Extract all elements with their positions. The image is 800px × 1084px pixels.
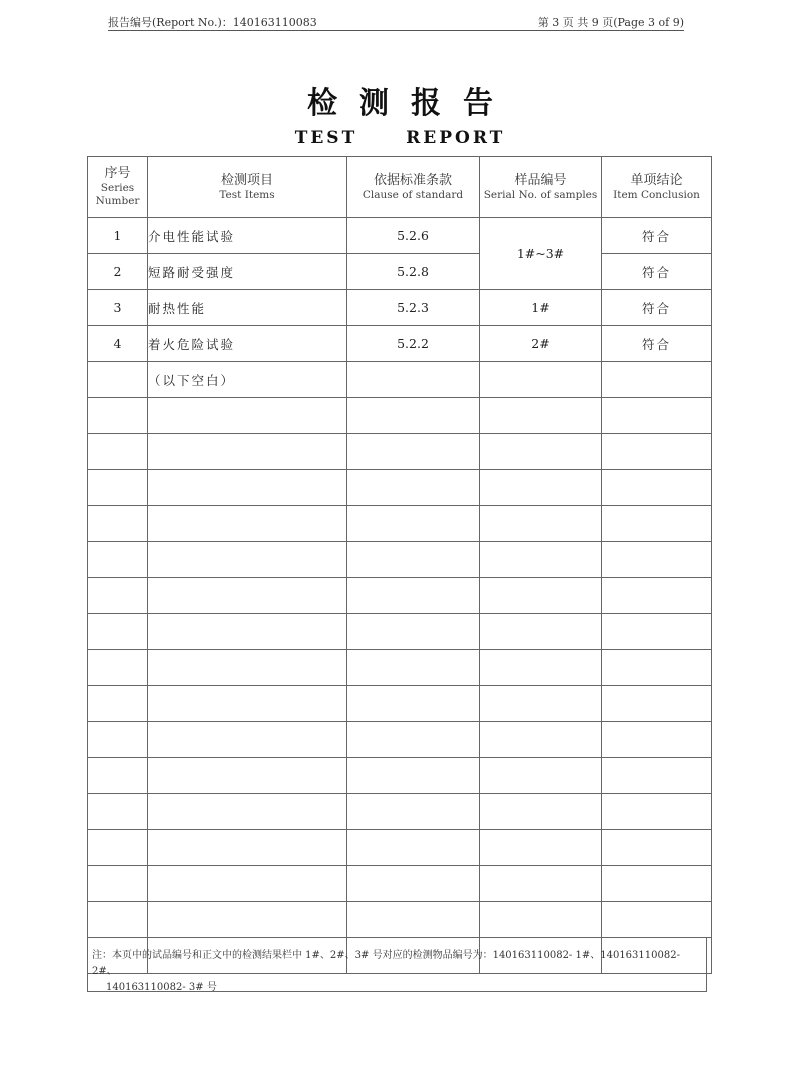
empty-cell: [480, 794, 602, 830]
conclusion-cell: 符合: [602, 254, 712, 290]
table-header-row: [88, 157, 712, 218]
empty-cell: [347, 434, 480, 470]
empty-cell: [347, 794, 480, 830]
header-label-en: Clause of standard: [362, 188, 464, 201]
empty-cell: [88, 542, 148, 578]
header-series-number: [88, 157, 148, 218]
table-row-empty: [88, 686, 712, 722]
empty-cell: [347, 578, 480, 614]
header-label-cn: 检测项目: [220, 172, 273, 188]
header-label-en: Serial No. of samples: [483, 188, 598, 201]
empty-cell: [480, 830, 602, 866]
footnote-line-2: 140163110082- 3# 号: [106, 982, 217, 993]
test-item-cell: （以下空白）: [148, 362, 347, 398]
empty-cell: [480, 398, 602, 434]
empty-cell: [602, 434, 712, 470]
empty-cell: [480, 650, 602, 686]
empty-cell: [602, 758, 712, 794]
empty-cell: [602, 794, 712, 830]
empty-cell: [347, 758, 480, 794]
empty-cell: [88, 830, 148, 866]
conclusion-cell: 符合: [602, 326, 712, 362]
empty-cell: [148, 686, 347, 722]
empty-cell: [148, 506, 347, 542]
series-number-cell: [88, 362, 148, 398]
table-row: [88, 254, 712, 290]
empty-cell: [602, 650, 712, 686]
empty-cell: [347, 650, 480, 686]
header-label-en: Item Conclusion: [613, 188, 700, 201]
table-row-empty: [88, 830, 712, 866]
test-items-table: [87, 156, 712, 974]
empty-cell: [602, 542, 712, 578]
empty-cell: [347, 686, 480, 722]
sample-serial-cell: 2#: [480, 326, 602, 362]
table-row-empty: [88, 758, 712, 794]
empty-cell: [88, 722, 148, 758]
header-conclusion: [602, 157, 712, 218]
empty-cell: [347, 830, 480, 866]
table-row: [88, 362, 712, 398]
empty-cell: [602, 866, 712, 902]
table-row: [88, 218, 712, 254]
header-label-cn: 样品编号: [514, 172, 567, 188]
empty-cell: [480, 722, 602, 758]
empty-cell: [480, 578, 602, 614]
empty-cell: [88, 758, 148, 794]
empty-cell: [148, 614, 347, 650]
report-number: 报告编号(Report No.)：140163110083: [108, 16, 317, 29]
empty-cell: [88, 902, 148, 938]
table-row-empty: [88, 794, 712, 830]
header-sample-serial: [480, 157, 602, 218]
table-row-empty: [88, 722, 712, 758]
footnote-line-1: 注：本页中的试品编号和正文中的检测结果栏中 1#、2#、3# 号对应的检测物品编号为：140163110082- 1#、140163110082- 2#、: [92, 950, 680, 977]
empty-cell: [148, 398, 347, 434]
empty-cell: [148, 470, 347, 506]
empty-cell: [602, 470, 712, 506]
table-row-empty: [88, 578, 712, 614]
empty-cell: [480, 614, 602, 650]
series-number-cell: 3: [88, 290, 148, 326]
empty-cell: [347, 506, 480, 542]
empty-cell: [347, 470, 480, 506]
empty-cell: [347, 398, 480, 434]
empty-cell: [88, 434, 148, 470]
sample-serial-cell: 1#: [480, 290, 602, 326]
empty-cell: [148, 578, 347, 614]
series-number-cell: 2: [88, 254, 148, 290]
empty-cell: [347, 542, 480, 578]
empty-cell: [88, 470, 148, 506]
empty-cell: [88, 650, 148, 686]
table-row: [88, 326, 712, 362]
empty-cell: [480, 434, 602, 470]
table-row: [88, 290, 712, 326]
table-row-empty: [88, 542, 712, 578]
empty-cell: [347, 614, 480, 650]
table-row-empty: [88, 434, 712, 470]
clause-cell: [347, 362, 480, 398]
clause-cell: 5.2.6: [347, 218, 480, 254]
empty-cell: [480, 686, 602, 722]
test-item-cell: 短路耐受强度: [148, 254, 347, 290]
empty-cell: [480, 902, 602, 938]
header-clause: [347, 157, 480, 218]
conclusion-cell: [602, 362, 712, 398]
sample-serial-cell: 1#~3#: [480, 218, 602, 290]
conclusion-cell: 符合: [602, 218, 712, 254]
header-label-en: Series Number: [95, 182, 140, 207]
empty-cell: [602, 722, 712, 758]
empty-cell: [602, 902, 712, 938]
empty-cell: [480, 470, 602, 506]
table-row-empty: [88, 398, 712, 434]
clause-cell: 5.2.2: [347, 326, 480, 362]
header-label-cn: 序号: [104, 166, 131, 181]
footnote: [87, 938, 707, 992]
table-row-empty: [88, 902, 712, 938]
empty-cell: [88, 506, 148, 542]
empty-cell: [88, 794, 148, 830]
page-header: [108, 12, 684, 31]
header-label-en: Test Items: [219, 188, 275, 201]
test-item-cell: 耐热性能: [148, 290, 347, 326]
page-indicator: 第 3 页 共 9 页(Page 3 of 9): [537, 16, 684, 29]
table-row-empty: [88, 866, 712, 902]
table-row-empty: [88, 506, 712, 542]
test-item-cell: 介电性能试验: [148, 218, 347, 254]
empty-cell: [480, 542, 602, 578]
empty-cell: [602, 578, 712, 614]
table-row-empty: [88, 650, 712, 686]
title-chinese: 检测报告: [307, 86, 515, 121]
empty-cell: [148, 830, 347, 866]
empty-cell: [148, 542, 347, 578]
empty-cell: [148, 866, 347, 902]
header-test-items: [148, 157, 347, 218]
empty-cell: [148, 794, 347, 830]
title-english: TEST REPORT: [294, 128, 506, 148]
empty-cell: [148, 434, 347, 470]
clause-cell: 5.2.8: [347, 254, 480, 290]
empty-cell: [88, 578, 148, 614]
empty-cell: [602, 686, 712, 722]
series-number-cell: 4: [88, 326, 148, 362]
empty-cell: [88, 686, 148, 722]
series-number-cell: 1: [88, 218, 148, 254]
empty-cell: [602, 830, 712, 866]
empty-cell: [88, 866, 148, 902]
empty-cell: [88, 398, 148, 434]
empty-cell: [148, 758, 347, 794]
empty-cell: [602, 614, 712, 650]
clause-cell: 5.2.3: [347, 290, 480, 326]
header-label-cn: 依据标准条款: [373, 172, 452, 188]
empty-cell: [347, 866, 480, 902]
empty-cell: [148, 650, 347, 686]
empty-cell: [347, 722, 480, 758]
empty-cell: [602, 506, 712, 542]
sample-serial-cell: [480, 362, 602, 398]
conclusion-cell: 符合: [602, 290, 712, 326]
empty-cell: [148, 902, 347, 938]
empty-cell: [602, 398, 712, 434]
empty-cell: [480, 758, 602, 794]
empty-cell: [347, 902, 480, 938]
table-row-empty: [88, 470, 712, 506]
empty-cell: [88, 614, 148, 650]
empty-cell: [148, 722, 347, 758]
table-row-empty: [88, 614, 712, 650]
header-label-cn: 单项结论: [630, 172, 683, 188]
empty-cell: [480, 506, 602, 542]
empty-cell: [480, 866, 602, 902]
test-item-cell: 着火危险试验: [148, 326, 347, 362]
